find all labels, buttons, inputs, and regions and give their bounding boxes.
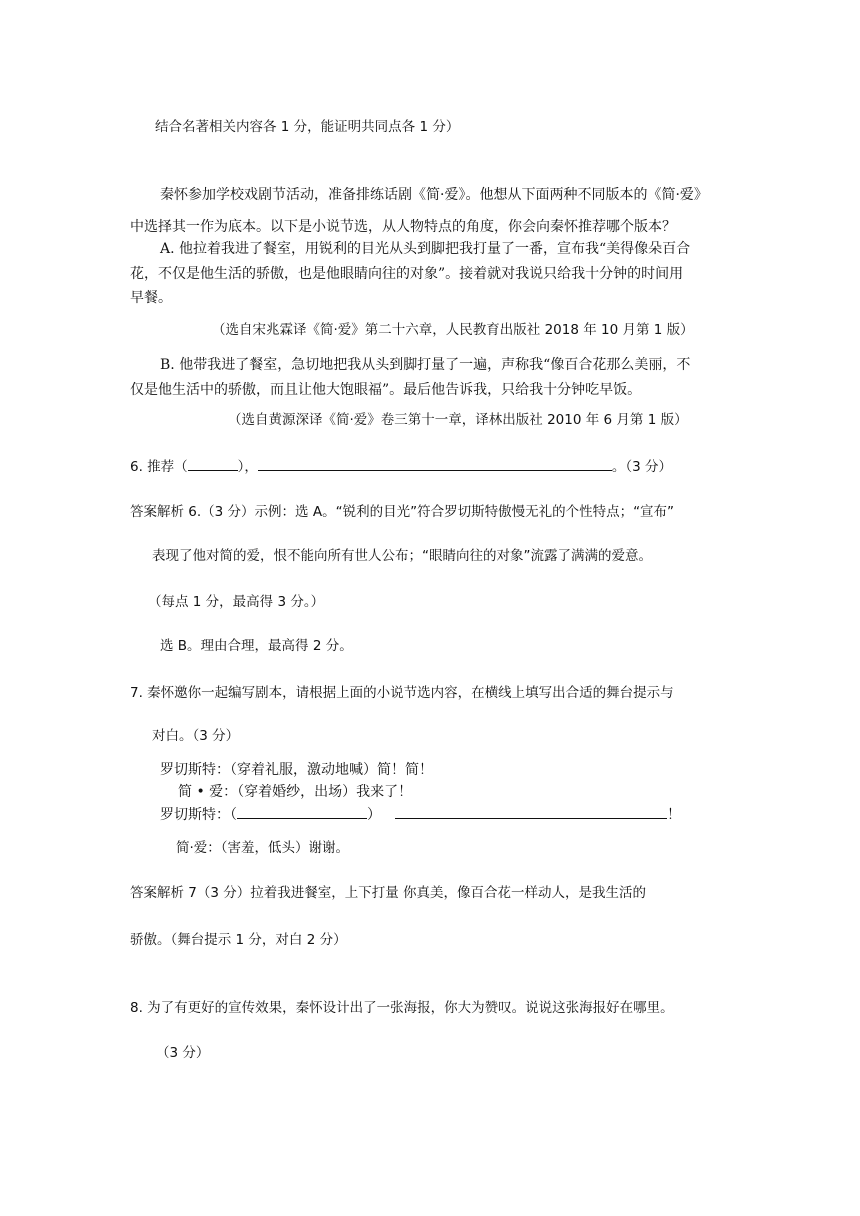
version-a-source: （选自宋兆霖译《简·爱》第二十六章，人民教育出版社 2018 年 10 月第 1 版） bbox=[212, 322, 694, 338]
question-6 bbox=[130, 456, 672, 477]
intro-line-2: 中选择其一作为底本。以下是小说节选，从人物特点的角度，你会向秦怀推荐哪个版本？ bbox=[130, 219, 676, 235]
q6-suffix: 。（3 分） bbox=[611, 459, 673, 475]
a6-line-4: 选 B。理由合理，最高得 2 分。 bbox=[160, 638, 353, 654]
script-3-end: ！ bbox=[667, 807, 681, 823]
intro-line-1: 秦怀参加学校戏剧节活动，准备排练话剧《简·爱》。他想从下面两种不同版本的《简·爱》 bbox=[160, 187, 708, 203]
a6-line-2: 表现了他对简的爱，恨不能向所有世人公布；“眼睛向往的对象”流露了满满的爱意。 bbox=[152, 548, 652, 564]
q7-line-2: 对白。（3 分） bbox=[152, 728, 240, 744]
q6-prefix: 6. 推荐（ bbox=[130, 459, 188, 475]
version-b-line-1: B. 他带我进了餐室，急切地把我从头到脚打量了一遍，声称我“像百合花那么美丽，不 bbox=[160, 357, 691, 373]
script-3-prefix: 罗切斯特：（ bbox=[160, 807, 237, 823]
a7-line-2: 骄傲。（舞台提示 1 分，对白 2 分） bbox=[130, 932, 347, 948]
dialogue-blank[interactable] bbox=[395, 804, 667, 819]
script-line-1: 罗切斯特：（穿着礼服，激动地喊）简！简！ bbox=[160, 762, 433, 778]
q6-reason-blank[interactable] bbox=[258, 456, 612, 471]
q8-line-2: （3 分） bbox=[156, 1045, 210, 1061]
script-3-mid: ） bbox=[367, 807, 381, 823]
version-b-line-2: 仅是他生活中的骄傲，而且让他大饱眼福”。最后他告诉我，只给我十分钟吃早饭。 bbox=[130, 382, 642, 398]
script-line-3 bbox=[160, 804, 681, 825]
version-a-line-3: 早餐。 bbox=[130, 290, 172, 306]
a6-line-3: （每点 1 分，最高得 3 分。） bbox=[148, 594, 325, 610]
version-b-source: （选自黄源深译《简·爱》卷三第十一章，译林出版社 2010 年 6 月第 1 版） bbox=[228, 412, 688, 428]
script-line-4: 简·爱：（害羞，低头）谢谢。 bbox=[176, 840, 350, 856]
a6-line-1: 答案解析 6.（3 分）示例：选 A。“锐利的目光”符合罗切斯特傲慢无礼的个性特点；“宣布” bbox=[130, 504, 675, 520]
version-a-line-1: A. 他拉着我进了餐室，用锐利的目光从头到脚把我打量了一番，宣布我“美得像朵百合 bbox=[160, 241, 691, 257]
version-a-line-2: 花，不仅是他生活的骄傲，也是他眼睛向往的对象”。接着就对我说只给我十分钟的时间用 bbox=[130, 266, 684, 282]
q8-line-1: 8. 为了有更好的宣传效果，秦怀设计出了一张海报，你大为赞叹。说说这张海报好在哪里。 bbox=[130, 1000, 674, 1016]
script-line-2: 简 • 爱：（穿着婚纱，出场）我来了！ bbox=[178, 784, 413, 800]
q7-line-1: 7. 秦怀邀你一起编写剧本，请根据上面的小说节选内容，在横线上填写出合适的舞台提示与 bbox=[130, 685, 674, 701]
q6-middle: ）， bbox=[237, 459, 258, 475]
a7-line-1: 答案解析 7（3 分）拉着我进餐室，上下打量 你真美，像百合花一样动人，是我生活的 bbox=[130, 885, 647, 901]
q6-version-blank[interactable] bbox=[188, 456, 238, 471]
question-5-answer-tail: 结合名著相关内容各 1 分，能证明共同点各 1 分） bbox=[155, 119, 460, 135]
stage-direction-blank[interactable] bbox=[237, 804, 367, 819]
